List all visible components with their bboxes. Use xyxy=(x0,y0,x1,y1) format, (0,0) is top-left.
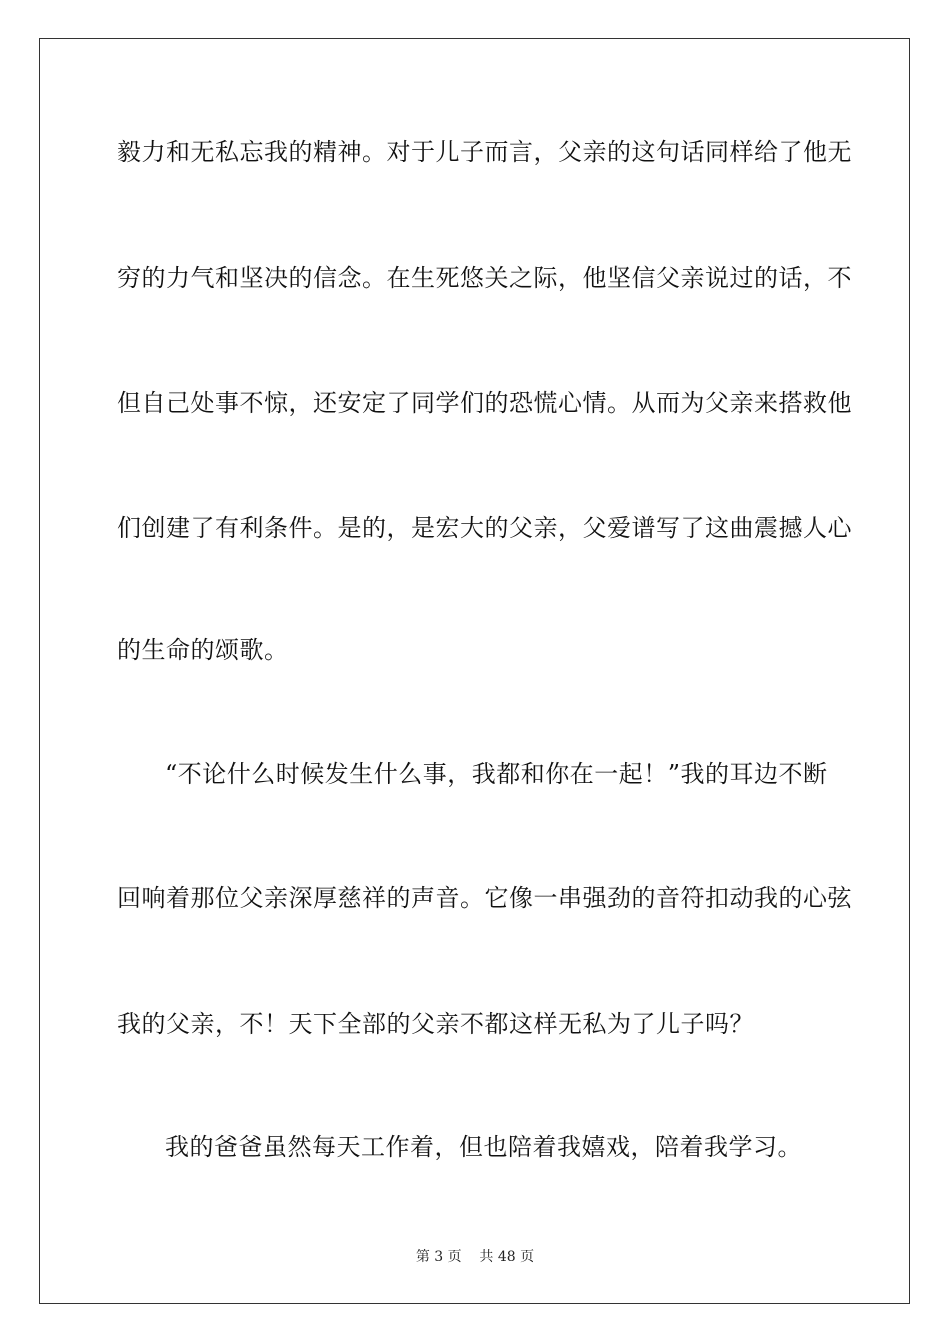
body-line-6: “不论什么时候发生什么事，我都和你在一起！”我的耳边不断 xyxy=(165,760,828,788)
body-line-5: 的生命的颂歌。 xyxy=(117,636,289,664)
page-footer xyxy=(0,1248,950,1266)
body-line-3: 但自己处事不惊，还安定了同学们的恐慌心情。从而为父亲来搭救他 xyxy=(117,389,852,417)
page-frame xyxy=(39,38,910,1304)
body-line-2: 穷的力气和坚决的信念。在生死悠关之际，他坚信父亲说过的话，不 xyxy=(117,264,852,292)
body-line-8: 我的父亲，不！天下全部的父亲不都这样无私为了儿子吗？ xyxy=(117,1010,754,1038)
body-line-1: 毅力和无私忘我的精神。对于儿子而言，父亲的这句话同样给了他无 xyxy=(117,138,852,166)
body-line-9: 我的爸爸虽然每天工作着，但也陪着我嬉戏，陪着我学习。 xyxy=(165,1133,802,1161)
body-line-7: 回响着那位父亲深厚慈祥的声音。它像一串强劲的音符扣动我的心弦 xyxy=(117,884,852,912)
body-line-4: 们创建了有利条件。是的，是宏大的父亲，父爱谱写了这曲震撼人心 xyxy=(117,514,852,542)
page-number-label: 第 3 页 共 48 页 xyxy=(415,1249,535,1265)
